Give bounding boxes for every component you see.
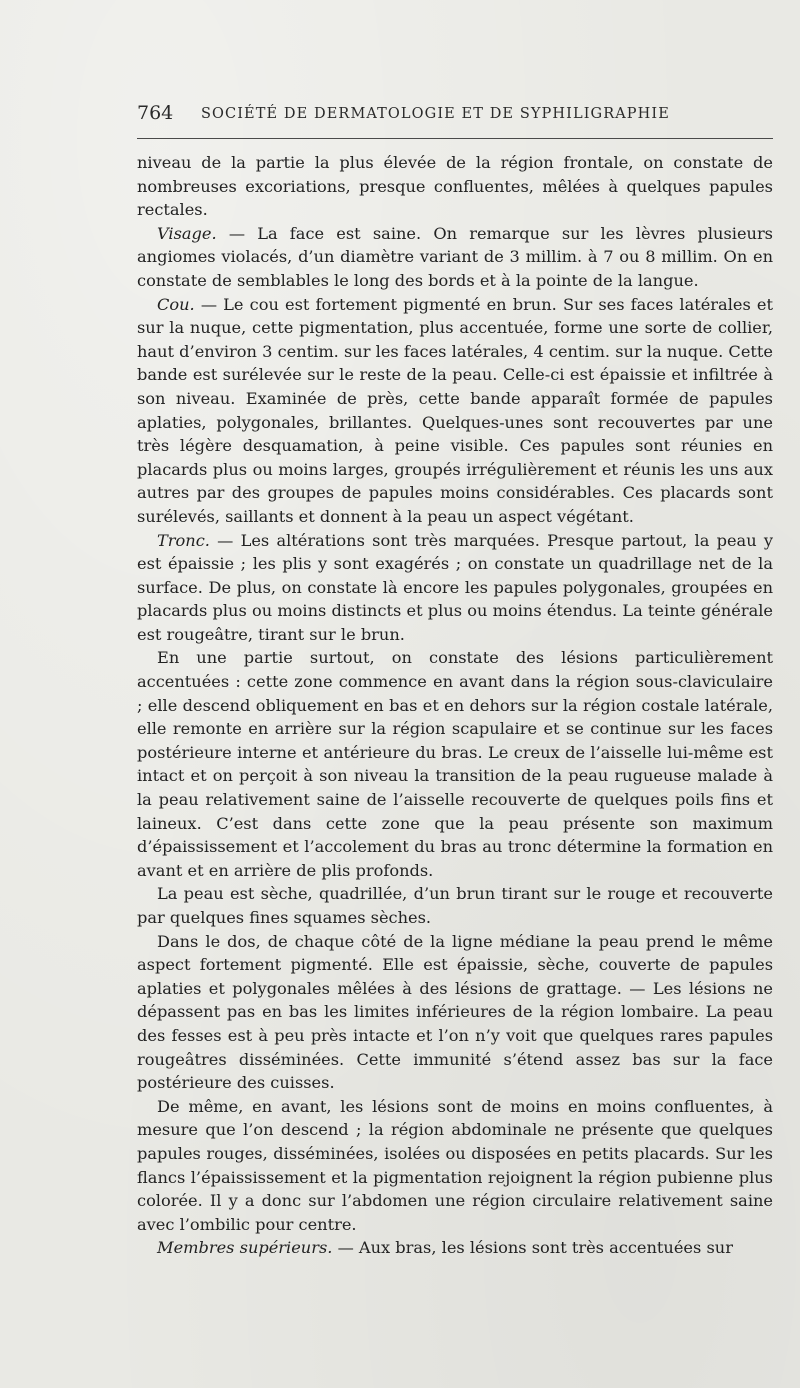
page-number: 764 bbox=[137, 102, 174, 124]
running-head: SOCIÉTÉ DE DERMATOLOGIE ET DE SYPHILIGRAPHIE bbox=[201, 106, 670, 122]
section-lead-cou: Cou. bbox=[157, 294, 195, 314]
paragraph-tronc bbox=[137, 529, 773, 647]
paragraph-text: — Les altérations sont très marquées. Presque partout, la peau y est épaissie ; les plis y sont exagérés ; on constate un quadrillage net de la surface. De plus, on constate là encore les papules polygonales, groupées en placards plus ou moins distincts et plus ou moins étendus. La teinte générale est rougeâtre, tirant sur le brun. bbox=[137, 530, 773, 644]
paragraph-zone bbox=[137, 646, 773, 882]
paragraph-text: — Aux bras, les lésions sont très accentuées sur bbox=[332, 1238, 733, 1258]
paragraph-text: Dans le dos, de chaque côté de la ligne médiane la peau prend le même aspect fortement pigmenté. Elle est épaissie, sèche, couverte de papules aplaties et polygonales mêlées à des lésions de grattage. — Les lésions ne dépassent pas en bas les limites inférieures de la région lombaire. La peau des fesses est à peu près intacte et l’on n’y voit que quelques rares papules rougeâtres disséminées. Cette immunité s’étend assez bas sur la face postérieure des cuisses. bbox=[137, 931, 773, 1093]
paragraph-peau bbox=[137, 882, 773, 929]
paragraph-text: niveau de la partie la plus élevée de la région frontale, on constate de nombreuses excoriations, presque confluentes, mêlées à quelques papules rectales. bbox=[137, 153, 773, 220]
paragraph-text: En une partie surtout, on constate des lésions particulièrement accentuées : cette zone commence en avant dans la région sous-claviculaire ; elle descend obliquement en bas et en dehors sur la région costale latérale, elle remonte en arrière sur la région scapulaire et se continue sur les faces postérieure interne et antérieure du bras. Le creux de l’aisselle lui-même est intact et on perçoit à son niveau la transition de la peau rugueuse malade à la peau relativement saine de l’aisselle recouverte de quelques poils fins et laineux. C’est dans cette zone que la peau présente son maximum d’épaississement et l’accolement du bras au tronc détermine la formation en avant et en arrière de plis profonds. bbox=[137, 648, 773, 880]
header-rule bbox=[137, 138, 773, 139]
paragraph-dos bbox=[137, 930, 773, 1095]
paragraph-visage bbox=[137, 222, 773, 293]
paragraph-continuation bbox=[137, 151, 773, 222]
paragraph-text: La peau est sèche, quadrillée, d’un brun tirant sur le rouge et recouverte par quelques fines squames sèches. bbox=[137, 884, 773, 927]
paragraph-text: — Le cou est fortement pigmenté en brun. Sur ses faces latérales et sur la nuque, cette pigmentation, plus accentuée, forme une sorte de collier, haut d’environ 3 centim. sur les faces latérales, 4 centim. sur la nuque. Cette bande est surélevée sur le reste de la peau. Celle-ci est épaissie et infiltrée à son niveau. Examinée de près, cette bande apparaît formée de papules aplaties, polygonales, brillantes. Quelques-unes sont recouvertes par une très légère desquamation, à peine visible. Ces papules sont réunies en placards plus ou moins larges, groupés irrégulièrement et réunis les uns aux autres par des groupes de papules moins considérables. Ces placards sont surélevés, saillants et donnent à la peau un aspect végétant. bbox=[137, 294, 773, 526]
paragraph-membres bbox=[137, 1236, 773, 1260]
paragraph-avant bbox=[137, 1095, 773, 1237]
section-lead-tronc: Tronc. bbox=[157, 530, 210, 550]
section-lead-membres: Membres supérieurs. bbox=[157, 1238, 333, 1258]
section-lead-visage: Visage. bbox=[157, 223, 217, 243]
body-text bbox=[137, 151, 773, 1260]
paragraph-text: — La face est saine. On remarque sur les lèvres plusieurs angiomes violacés, d’un diamètre variant de 3 millim. à 7 ou 8 millim. On en constate de semblables le long des bords et à la pointe de la langue. bbox=[137, 223, 773, 290]
paragraph-cou bbox=[137, 293, 773, 529]
paragraph-text: De même, en avant, les lésions sont de moins en moins confluentes, à mesure que l’on descend ; la région abdominale ne présente que quelques papules rouges, disséminées, isolées ou disposées en petits placards. Sur les flancs l’épaississement et la pigmentation rejoignent la région pubienne plus colorée. Il y a donc sur l’abdomen une région circulaire relativement saine avec l’ombilic pour centre. bbox=[137, 1096, 773, 1234]
page-header bbox=[137, 100, 773, 130]
